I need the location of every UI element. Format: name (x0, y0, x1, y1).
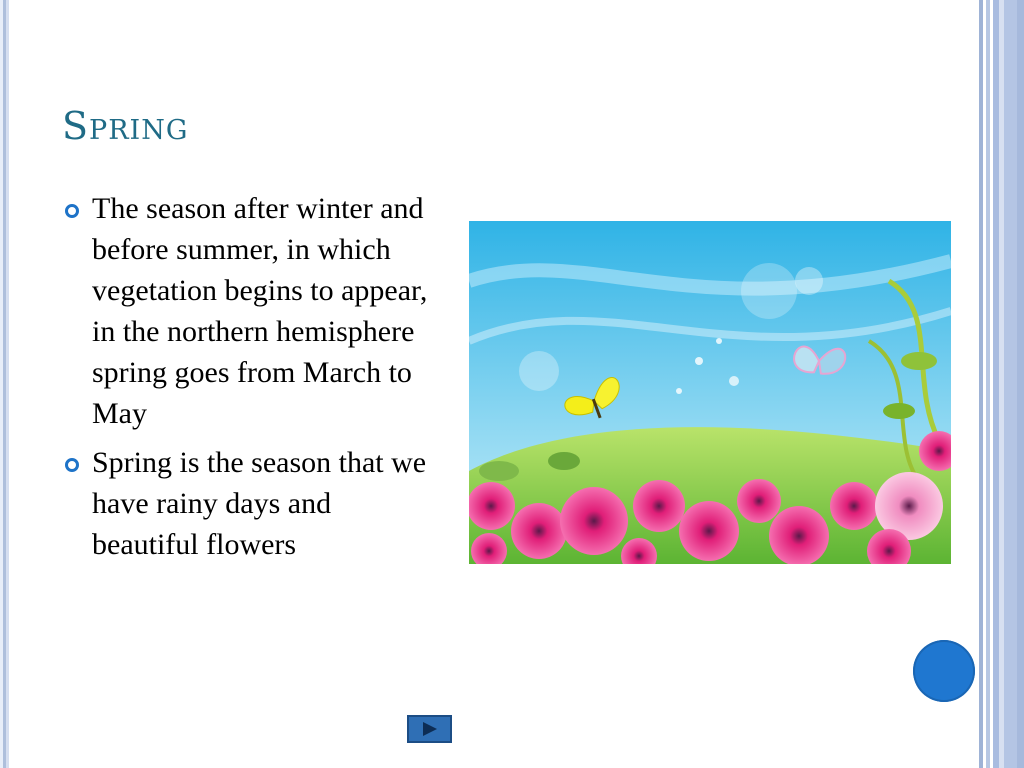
next-slide-button[interactable] (407, 715, 452, 743)
left-border-decoration (0, 0, 9, 768)
bullet-marker-icon (65, 458, 79, 472)
bullet-text: The season after winter and before summer, in which vegetation begins to appear, in the northern hemisphere spring goes from March to May (92, 192, 428, 430)
bullet-item (62, 442, 442, 565)
bullet-item (62, 188, 442, 434)
bullet-text: Spring is the season that we have rainy days and beautiful flowers (92, 446, 427, 561)
right-border-decoration (977, 0, 1024, 768)
bullet-list (62, 188, 442, 573)
circle-decoration (913, 640, 975, 702)
spring-picture (469, 221, 951, 564)
slide-title: Spring (62, 104, 189, 148)
bullet-marker-icon (65, 204, 79, 218)
play-triangle-icon (423, 722, 437, 736)
